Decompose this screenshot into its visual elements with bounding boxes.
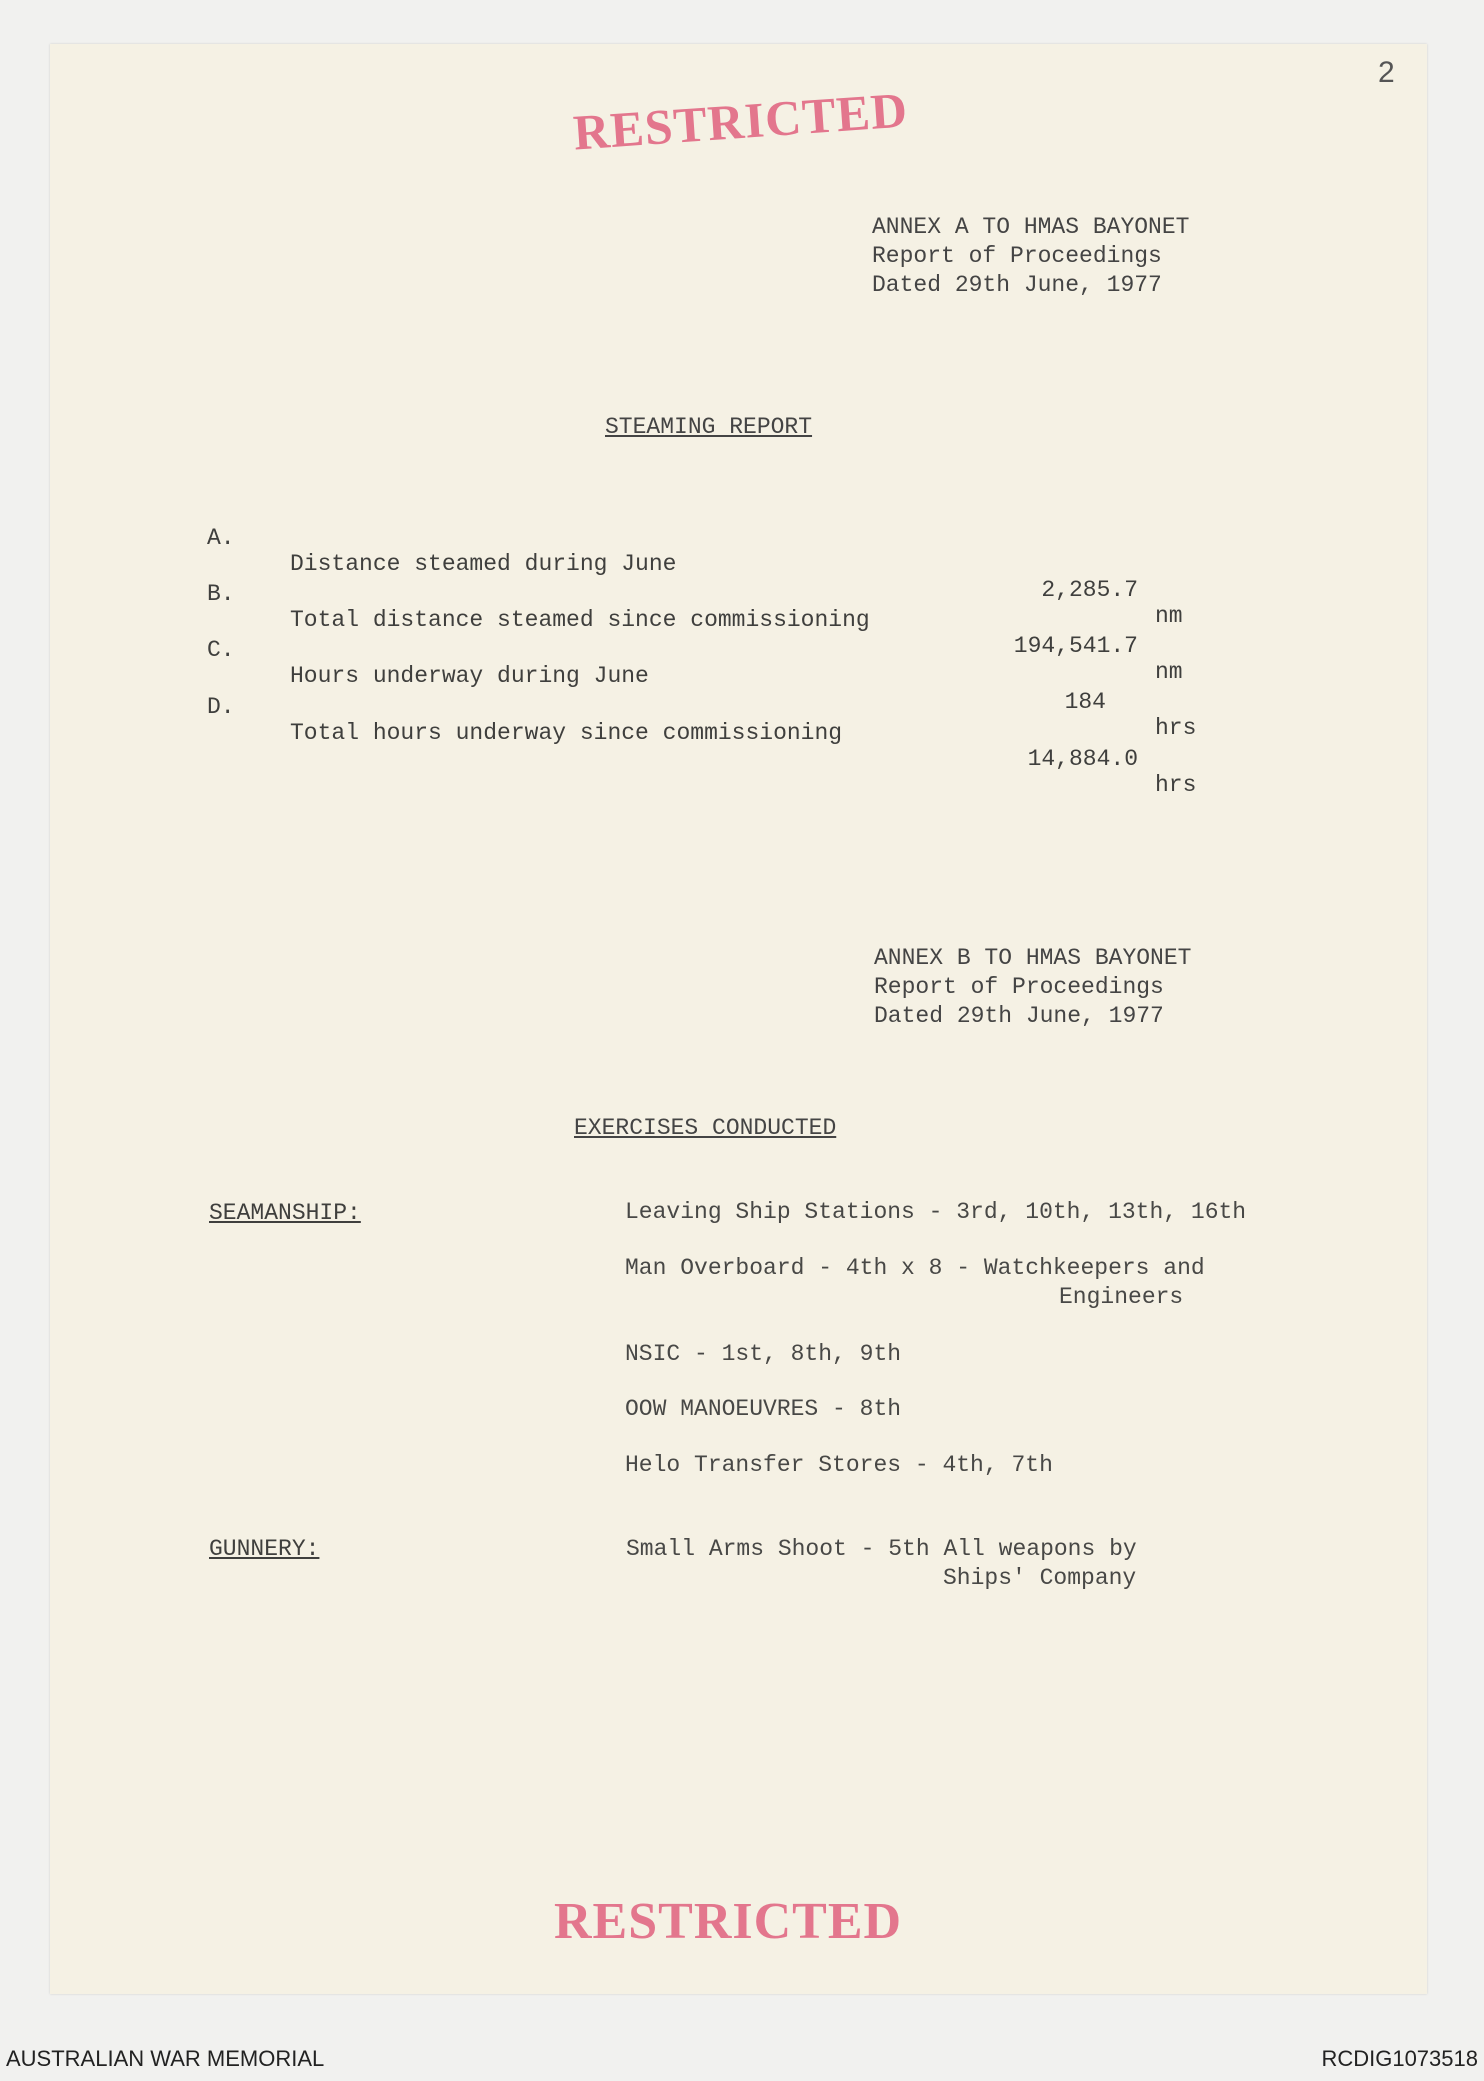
row-letter: C. (207, 637, 235, 663)
exercises-title: EXERCISES CONDUCTED (574, 1115, 837, 1141)
row-description: Total distance steamed since commissioning (290, 607, 870, 633)
row-description: Distance steamed during June (290, 551, 677, 577)
row-value: 184 (1064, 689, 1106, 715)
restricted-stamp-bottom: RESTRICTED (554, 1893, 903, 1950)
steaming-row-d (0, 668, 1484, 798)
exercise-item-continued: Ships' Company (943, 1565, 1137, 1591)
exercise-item: Helo Transfer Stores - 4th, 7th (625, 1452, 1053, 1478)
row-unit: nm (1155, 603, 1183, 629)
seamanship-label: SEAMANSHIP: (209, 1200, 361, 1226)
row-value: 2,285.7 (1041, 577, 1138, 603)
footer-right: RCDIG1073518 (1321, 2046, 1478, 2071)
exercise-item: OOW MANOEUVRES - 8th (625, 1396, 902, 1422)
gunnery-label: GUNNERY: (209, 1536, 320, 1562)
document-page (50, 44, 1427, 1994)
row-value: 14,884.0 (1027, 746, 1138, 772)
row-description: Hours underway during June (290, 663, 649, 689)
exercise-item: NSIC - 1st, 8th, 9th (625, 1341, 902, 1367)
exercise-item-continued: Engineers (1059, 1284, 1184, 1310)
annex-a-line1: ANNEX A TO HMAS BAYONET (872, 214, 1190, 240)
row-letter: A. (207, 525, 235, 551)
annex-a-line2: Report of Proceedings (872, 243, 1162, 269)
footer-left: AUSTRALIAN WAR MEMORIAL (6, 2046, 325, 2071)
steaming-report-title: STEAMING REPORT (605, 414, 813, 440)
row-value: 194,541.7 (1013, 633, 1138, 659)
row-unit: hrs (1155, 715, 1197, 741)
row-description: Total hours underway since commissioning (290, 720, 843, 746)
exercise-item: Leaving Ship Stations - 3rd, 10th, 13th, 16th (625, 1199, 1247, 1225)
annex-b-line1: ANNEX B TO HMAS BAYONET (874, 945, 1192, 971)
row-letter: B. (207, 581, 235, 607)
exercise-item: Small Arms Shoot - 5th All weapons by (626, 1536, 1137, 1562)
restricted-stamp-top: RESTRICTED (571, 81, 910, 161)
annex-a-line3: Dated 29th June, 1977 (872, 272, 1162, 298)
row-unit: hrs (1155, 772, 1197, 798)
row-unit: nm (1155, 659, 1183, 685)
annex-b-line3: Dated 29th June, 1977 (874, 1003, 1164, 1029)
annex-b-heading (874, 944, 1191, 1031)
page-number: 2 (1378, 56, 1395, 89)
annex-b-line2: Report of Proceedings (874, 974, 1164, 1000)
annex-a-heading (872, 213, 1189, 300)
row-letter: D. (207, 694, 235, 720)
exercise-item: Man Overboard - 4th x 8 - Watchkeepers and (625, 1255, 1205, 1281)
